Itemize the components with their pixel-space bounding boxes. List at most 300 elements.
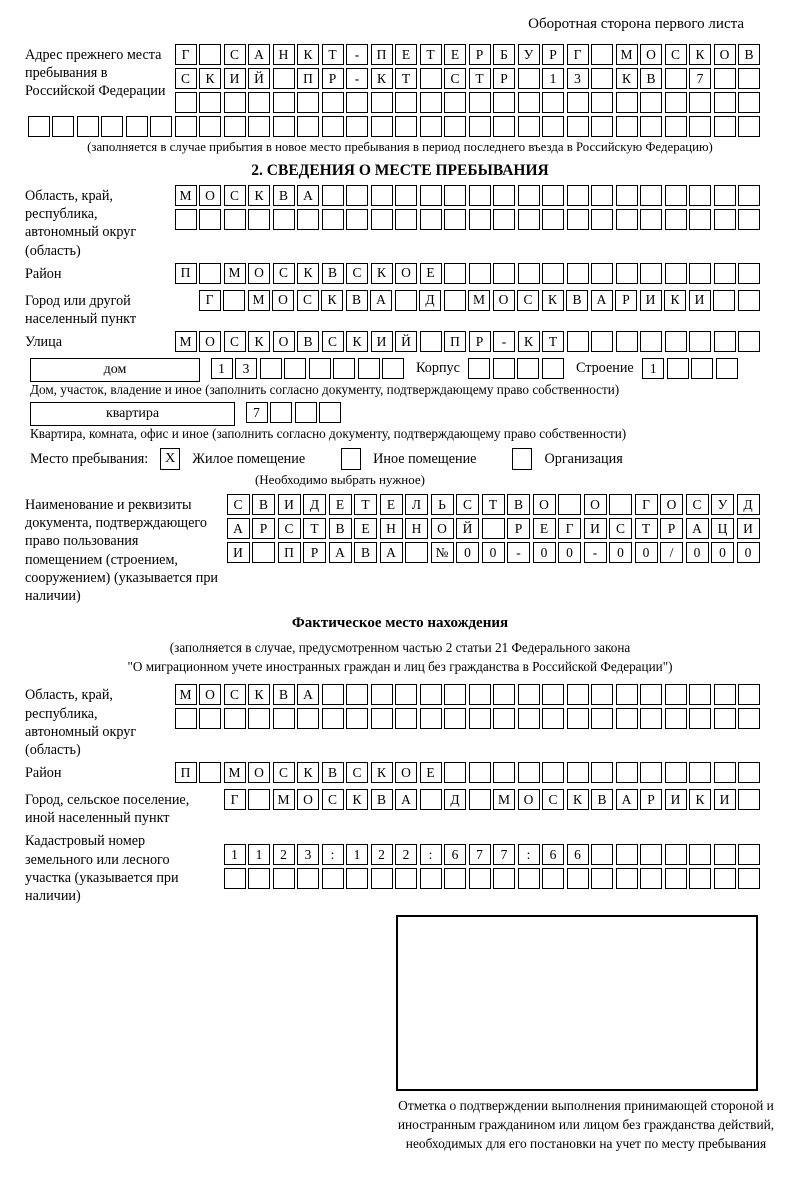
char-box: [469, 92, 491, 113]
char-box: [420, 708, 442, 729]
char-box: [616, 762, 638, 783]
char-box: [640, 708, 662, 729]
char-box: [665, 185, 687, 206]
char-box: [493, 209, 515, 230]
char-box: К: [297, 44, 319, 65]
document-grid: [224, 494, 762, 566]
char-box: М: [175, 684, 197, 705]
char-box: [371, 116, 393, 137]
char-box: С: [346, 762, 368, 783]
region-row-2: [172, 209, 762, 233]
char-box: [199, 44, 221, 65]
actual-region-label: Область, край, республика, автономный округ (область): [25, 687, 137, 758]
char-box: [518, 185, 540, 206]
char-box: [199, 116, 221, 137]
char-box: [665, 844, 687, 865]
char-box: В: [322, 263, 344, 284]
char-box: [616, 868, 638, 889]
char-box: В: [591, 789, 613, 810]
char-box: [395, 868, 417, 889]
char-box: В: [507, 494, 530, 515]
char-box: [738, 209, 760, 230]
char-box: Р: [660, 518, 683, 539]
char-box: [260, 358, 282, 379]
char-box: [248, 708, 270, 729]
char-box: П: [175, 762, 197, 783]
char-box: [518, 116, 540, 137]
char-box: О: [272, 290, 294, 311]
char-box: С: [297, 290, 319, 311]
char-box: Г: [175, 44, 197, 65]
char-box: И: [714, 789, 736, 810]
char-box: [273, 92, 295, 113]
char-box: [175, 116, 197, 137]
char-box: [175, 708, 197, 729]
char-box: [689, 185, 711, 206]
char-box: [126, 116, 148, 137]
header-note: Оборотная сторона первого листа: [528, 16, 744, 32]
char-box: [518, 209, 540, 230]
char-box: [493, 868, 515, 889]
char-box: [714, 762, 736, 783]
char-box: [199, 762, 221, 783]
char-box: [665, 116, 687, 137]
char-box: [714, 868, 736, 889]
char-box: А: [616, 789, 638, 810]
char-box: [322, 185, 344, 206]
char-box: О: [493, 290, 515, 311]
char-box: 0: [609, 542, 632, 563]
char-box: С: [227, 494, 250, 515]
district-label: Район: [25, 265, 62, 282]
char-box: [542, 263, 564, 284]
char-box: П: [444, 331, 466, 352]
char-box: [297, 116, 319, 137]
char-box: [252, 542, 275, 563]
actual-city-row: [221, 789, 762, 813]
char-box: О: [533, 494, 556, 515]
char-box: В: [738, 44, 760, 65]
char-box: В: [371, 789, 393, 810]
char-box: [273, 209, 295, 230]
char-box: С: [224, 185, 246, 206]
char-box: [542, 92, 564, 113]
char-box: Р: [469, 44, 491, 65]
char-box: [640, 116, 662, 137]
char-box: [420, 868, 442, 889]
char-box: [224, 92, 246, 113]
char-box: [714, 708, 736, 729]
char-box: Е: [329, 494, 352, 515]
region-grid: [172, 185, 762, 233]
char-box: А: [227, 518, 250, 539]
char-box: 7: [689, 68, 711, 89]
char-box: [322, 708, 344, 729]
char-box: [567, 331, 589, 352]
char-box: [469, 708, 491, 729]
char-box: [493, 762, 515, 783]
house-caption: Дом, участок, владение и иное (заполнить согласно документу, подтверждающему право собственности): [30, 382, 620, 398]
char-box: [665, 868, 687, 889]
char-box: [716, 358, 738, 379]
char-box: Д: [419, 290, 441, 311]
char-box: С: [686, 494, 709, 515]
char-box: К: [346, 331, 368, 352]
char-box: В: [346, 290, 368, 311]
char-box: [346, 116, 368, 137]
char-box: [542, 708, 564, 729]
house-name-box: дом: [30, 358, 200, 382]
char-box: Т: [322, 44, 344, 65]
char-box: [567, 263, 589, 284]
char-box: К: [518, 331, 540, 352]
char-box: 0: [686, 542, 709, 563]
char-box: [738, 68, 760, 89]
char-box: У: [518, 44, 540, 65]
char-box: 2: [395, 844, 417, 865]
char-box: М: [248, 290, 270, 311]
char-box: [295, 402, 317, 423]
char-box: [738, 263, 760, 284]
char-box: [738, 331, 760, 352]
char-box: -: [507, 542, 530, 563]
char-box: [346, 868, 368, 889]
char-box: [518, 92, 540, 113]
char-box: [395, 684, 417, 705]
char-box: И: [665, 789, 687, 810]
char-box: М: [175, 331, 197, 352]
char-box: 1: [346, 844, 368, 865]
char-box: [469, 185, 491, 206]
char-box: С: [517, 290, 539, 311]
document-label: Наименование и реквизиты документа, подтверждающего право пользования помещением (строением, сооружением) (указывается при наличии): [25, 497, 218, 604]
char-box: [738, 844, 760, 865]
char-box: К: [371, 762, 393, 783]
char-box: О: [297, 789, 319, 810]
char-box: [689, 331, 711, 352]
char-box: [493, 263, 515, 284]
char-box: И: [584, 518, 607, 539]
char-box: [689, 116, 711, 137]
char-box: К: [248, 331, 270, 352]
char-box: [297, 868, 319, 889]
house-number-cells: [208, 358, 406, 382]
char-box: [346, 684, 368, 705]
char-box: [616, 185, 638, 206]
char-box: А: [248, 44, 270, 65]
char-box: М: [273, 789, 295, 810]
char-box: 0: [482, 542, 505, 563]
char-box: Т: [303, 518, 326, 539]
char-box: Г: [224, 789, 246, 810]
char-box: [469, 762, 491, 783]
char-box: [493, 92, 515, 113]
document-row-3: [224, 542, 762, 566]
char-box: И: [689, 290, 711, 311]
char-box: [738, 708, 760, 729]
char-box: Р: [615, 290, 637, 311]
char-box: Т: [420, 44, 442, 65]
char-box: [346, 708, 368, 729]
char-box: 1: [542, 68, 564, 89]
char-box: [382, 358, 404, 379]
char-box: К: [542, 290, 564, 311]
char-box: О: [395, 762, 417, 783]
char-box: [591, 116, 613, 137]
char-box: [493, 708, 515, 729]
char-box: [609, 494, 632, 515]
region-field: [25, 185, 762, 260]
char-box: [518, 68, 540, 89]
char-box: :: [420, 844, 442, 865]
char-box: [420, 684, 442, 705]
char-box: Г: [567, 44, 589, 65]
char-box: [591, 762, 613, 783]
char-box: Ь: [431, 494, 454, 515]
char-box: [395, 290, 417, 311]
char-box: [640, 868, 662, 889]
char-box: Т: [469, 68, 491, 89]
document-row-1: [224, 494, 762, 518]
char-box: [518, 263, 540, 284]
char-box: -: [346, 68, 368, 89]
char-box: П: [278, 542, 301, 563]
char-box: [591, 263, 613, 284]
char-box: [322, 209, 344, 230]
char-box: К: [199, 68, 221, 89]
char-box: [482, 518, 505, 539]
char-box: К: [248, 684, 270, 705]
char-box: С: [278, 518, 301, 539]
char-box: [420, 185, 442, 206]
char-box: [714, 844, 736, 865]
char-box: [689, 209, 711, 230]
char-box: [297, 209, 319, 230]
char-box: №: [431, 542, 454, 563]
char-box: [689, 762, 711, 783]
char-box: П: [297, 68, 319, 89]
char-box: С: [346, 263, 368, 284]
char-box: [665, 92, 687, 113]
cadastre-row-1: [221, 844, 762, 868]
char-box: [420, 331, 442, 352]
char-box: [616, 209, 638, 230]
char-box: 3: [235, 358, 257, 379]
char-box: [444, 290, 466, 311]
prev-address-row-2: [172, 68, 762, 92]
char-box: [689, 708, 711, 729]
char-box: [371, 868, 393, 889]
char-box: [371, 185, 393, 206]
char-box: [518, 868, 540, 889]
char-box: [714, 209, 736, 230]
char-box: [689, 263, 711, 284]
char-box: Н: [273, 44, 295, 65]
actual-region-grid: [172, 684, 762, 732]
char-box: [224, 116, 246, 137]
char-box: [591, 209, 613, 230]
char-box: С: [322, 789, 344, 810]
char-box: [199, 263, 221, 284]
actual-district-label: Район: [25, 765, 62, 782]
char-box: 0: [635, 542, 658, 563]
char-box: [395, 92, 417, 113]
char-box: [518, 708, 540, 729]
korpus-cells: [466, 358, 566, 382]
char-box: [689, 92, 711, 113]
char-box: [248, 92, 270, 113]
char-box: О: [248, 263, 270, 284]
char-box: О: [199, 185, 221, 206]
char-box: [273, 868, 295, 889]
char-box: О: [518, 789, 540, 810]
char-box: [738, 762, 760, 783]
char-box: А: [686, 518, 709, 539]
apartment-cells: [243, 402, 343, 426]
char-box: [248, 868, 270, 889]
char-box: [665, 708, 687, 729]
char-box: [542, 868, 564, 889]
char-box: Р: [252, 518, 275, 539]
char-box: В: [566, 290, 588, 311]
prev-address-row-1: [172, 44, 762, 68]
char-box: О: [640, 44, 662, 65]
char-box: [616, 92, 638, 113]
street-row: [172, 331, 762, 355]
char-box: [420, 209, 442, 230]
char-box: [665, 762, 687, 783]
cadastre-label: Кадастровый номер земельного или лесного участка (указывается при наличии): [25, 833, 179, 904]
char-box: [405, 542, 428, 563]
char-box: 1: [248, 844, 270, 865]
char-box: Р: [640, 789, 662, 810]
char-box: [469, 868, 491, 889]
char-box: Е: [380, 494, 403, 515]
char-box: [591, 185, 613, 206]
char-box: М: [616, 44, 638, 65]
stay-hint: (Необходимо выбрать нужное): [254, 472, 426, 488]
char-box: М: [493, 789, 515, 810]
char-box: С: [224, 331, 246, 352]
char-box: 6: [444, 844, 466, 865]
char-box: [101, 116, 123, 137]
char-box: [444, 684, 466, 705]
actual-location-caption-1: (заполняется в случае, предусмотренном частью 2 статьи 21 Федерального закона: [169, 640, 631, 656]
char-box: [667, 358, 689, 379]
actual-region-row-2: [172, 708, 762, 732]
char-box: [665, 209, 687, 230]
char-box: [224, 868, 246, 889]
char-box: [371, 209, 393, 230]
char-box: [665, 68, 687, 89]
char-box: Е: [395, 44, 417, 65]
district-row: [172, 263, 762, 287]
char-box: Т: [395, 68, 417, 89]
char-box: М: [224, 762, 246, 783]
char-box: [616, 263, 638, 284]
char-box: [714, 331, 736, 352]
prev-address-block: [25, 44, 762, 116]
char-box: Н: [380, 518, 403, 539]
char-box: [273, 68, 295, 89]
char-box: К: [371, 68, 393, 89]
char-box: [371, 708, 393, 729]
char-box: 2: [371, 844, 393, 865]
char-box: :: [518, 844, 540, 865]
char-box: [28, 116, 50, 137]
char-box: [542, 185, 564, 206]
char-box: Н: [405, 518, 428, 539]
char-box: С: [224, 684, 246, 705]
char-box: Й: [248, 68, 270, 89]
char-box: [517, 358, 539, 379]
stay-checkbox-other: [341, 448, 361, 470]
char-box: [444, 116, 466, 137]
apartment-name-box: квартира: [30, 402, 235, 426]
char-box: Р: [322, 68, 344, 89]
char-box: Т: [482, 494, 505, 515]
actual-region-field: [25, 684, 762, 759]
char-box: В: [322, 762, 344, 783]
char-box: 0: [558, 542, 581, 563]
char-box: [322, 92, 344, 113]
char-box: [518, 762, 540, 783]
char-box: [358, 358, 380, 379]
stroenie-label: Строение: [575, 360, 634, 377]
char-box: [224, 209, 246, 230]
char-box: :: [322, 844, 344, 865]
char-box: И: [371, 331, 393, 352]
char-box: К: [346, 789, 368, 810]
char-box: [616, 684, 638, 705]
char-box: [346, 92, 368, 113]
char-box: В: [297, 331, 319, 352]
char-box: [542, 209, 564, 230]
char-box: [714, 116, 736, 137]
actual-district-field: [25, 762, 762, 786]
char-box: Е: [444, 44, 466, 65]
char-box: -: [584, 542, 607, 563]
char-box: [309, 358, 331, 379]
cadastre-row-2: [221, 868, 762, 892]
stay-option-other: Иное помещение: [373, 450, 477, 467]
char-box: О: [395, 263, 417, 284]
char-box: [640, 209, 662, 230]
char-box: [297, 92, 319, 113]
char-box: [591, 868, 613, 889]
char-box: 3: [567, 68, 589, 89]
char-box: [689, 684, 711, 705]
char-box: [52, 116, 74, 137]
char-box: [469, 116, 491, 137]
char-box: [444, 185, 466, 206]
char-box: [444, 762, 466, 783]
char-box: [738, 789, 760, 810]
char-box: [640, 263, 662, 284]
confirmation-stamp-box: [396, 915, 758, 1091]
char-box: Й: [395, 331, 417, 352]
char-box: И: [640, 290, 662, 311]
korpus-label: Корпус: [416, 360, 460, 377]
char-box: [444, 868, 466, 889]
char-box: Е: [420, 762, 442, 783]
char-box: [371, 92, 393, 113]
char-box: [297, 708, 319, 729]
char-box: [199, 209, 221, 230]
char-box: [542, 684, 564, 705]
char-box: -: [493, 331, 515, 352]
char-box: [469, 263, 491, 284]
